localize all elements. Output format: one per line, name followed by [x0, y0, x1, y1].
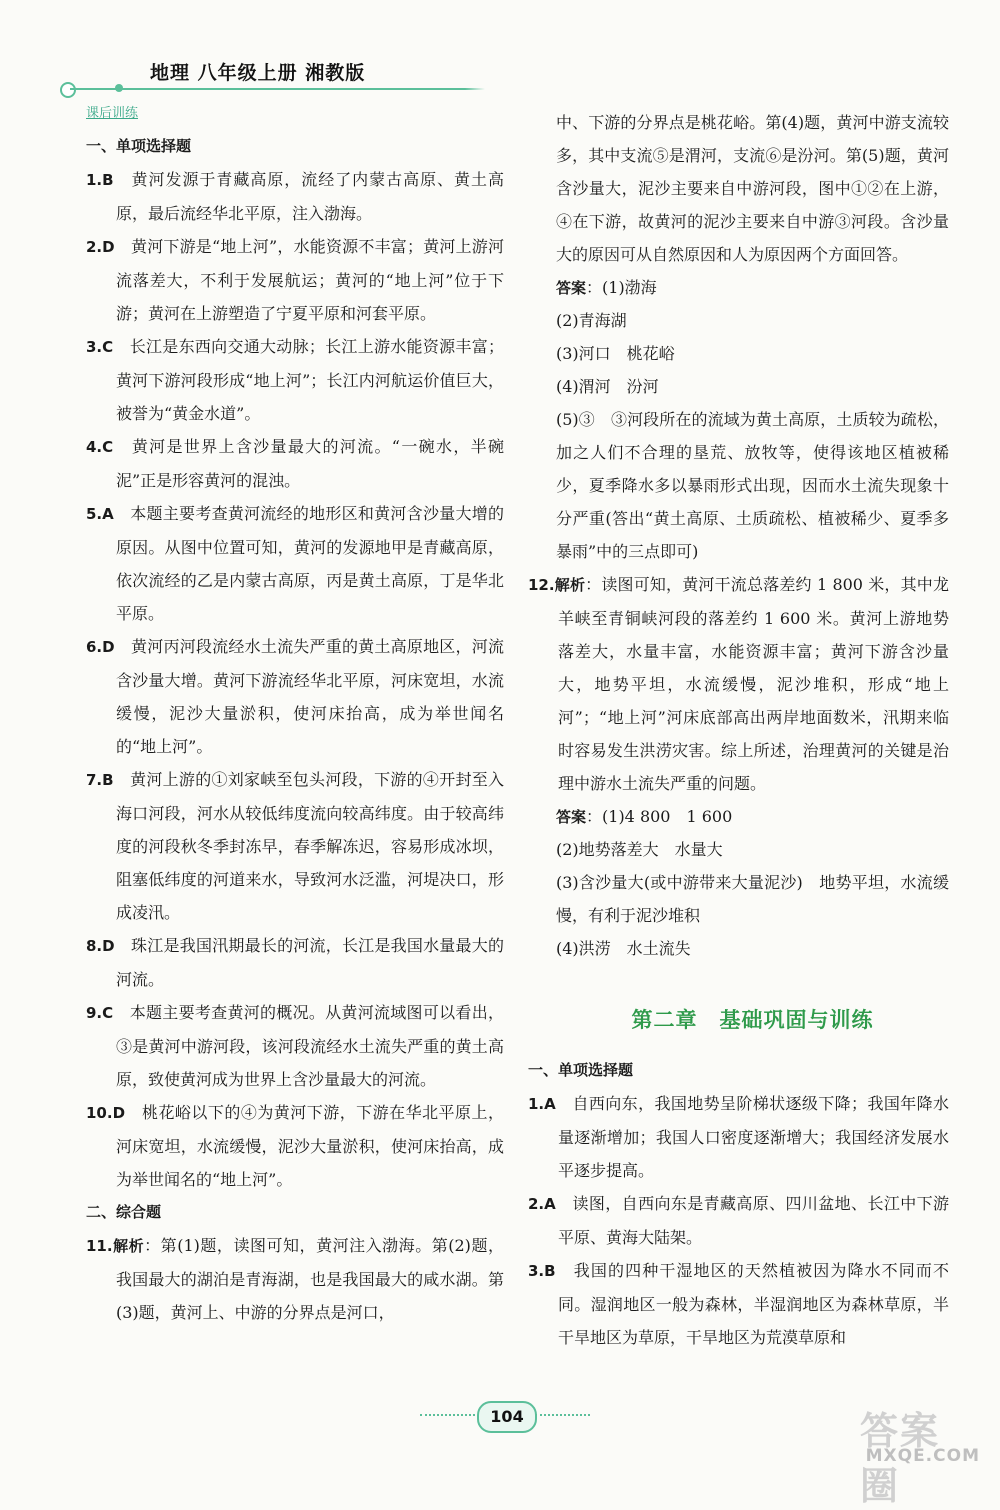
answer-line: 答案：(1)4 800 1 600 — [556, 807, 733, 826]
answer-item: 10.D 桃花峪以下的④为黄河下游，下游在华北平原上，河床宽坦，水流缓慢，泥沙大量淤积，使河床抬高，成为举世闻名的“地上河”。 — [86, 1103, 504, 1189]
answer-line: (4)洪涝 水土流失 — [556, 939, 691, 958]
answer-item: 2.A 读图，自西向东是青藏高原、四川盆地、长江中下游平原、黄海大陆架。 — [528, 1194, 949, 1247]
answer-line: (3)含沙量大(或中游带来大量泥沙) 地势平坦，水流缓慢，有利于泥沙堆积 — [556, 873, 949, 925]
section-heading-comprehensive: 二、综合题 — [86, 1203, 162, 1221]
answer-item-11: 11.解析：第(1)题，读图可知，黄河注入渤海。第(2)题，我国最大的湖泊是青海湖，也是我国最大的咸水湖。第(3)题，黄河上、中游的分界点是河口， — [86, 1236, 504, 1322]
section-tag: 课后训练 — [86, 106, 139, 121]
page-footer — [420, 1395, 590, 1435]
answer-item-12: 12.解析：读图可知，黄河干流总落差约 1 800 米，其中龙羊峡至青铜峡河段的落差约 1 600 米。黄河上游地势落差大，水量丰富，水能资源丰富；黄河下游含沙量大，地势平坦，水流缓慢，泥沙堆积，形成“地上河”；“地上河”河床底部高出两岸地面数米，汛期来临时容易发生洪涝灾害。综上所述，治理黄河的关键是治理中游水土流失严重的问题。 — [528, 575, 949, 793]
watermark-url: MXQE.COM — [865, 1446, 980, 1466]
answer-item: 3.C 长江是东西向交通大动脉；长江上游水能资源丰富；黄河下游河段形成“地上河”；长江内河航运价值巨大，被誉为“黄金水道”。 — [86, 337, 504, 423]
watermark-mark: 答案圈 — [860, 1409, 941, 1508]
answer-line: (2)地势落差大 水量大 — [556, 840, 723, 859]
answer-line: (3)河口 桃花峪 — [556, 344, 675, 363]
answer-item: 8.D 珠江是我国汛期最长的河流，长江是我国水量最大的河流。 — [86, 936, 504, 989]
explanation-continued: 中、下游的分界点是桃花峪。第(4)题，黄河中游支流较多，其中支流⑤是渭河，支流⑥是汾河。第(5)题，黄河含沙量大，泥沙主要来自中游河段，图中①②在上游，④在下游，故黄河的泥沙主要来自中游③河段。含沙量大的原因可从自然原因和人为原因两个方面回答。 — [556, 113, 949, 264]
right-column — [528, 106, 949, 1354]
page-header — [60, 40, 480, 95]
answer-item: 7.B 黄河上游的①刘家峡至包头河段，下游的④开封至入海口河段，河水从较低纬度流向较高纬度。由于较高纬度的河段秋冬季封冻早，春季解冻迟，容易形成冰坝，阻塞低纬度的河道来水，导致河水泛滥，河堤决口，形成凌汛。 — [86, 770, 504, 922]
answer-item: 5.A 本题主要考查黄河流经的地形区和黄河含沙量大增的原因。从图中位置可知，黄河的发源地甲是青藏高原，依次流经的乙是内蒙古高原，丙是黄土高原，丁是华北平原。 — [86, 504, 504, 623]
answer-item: 1.A 自西向东，我国地势呈阶梯状逐级下降；我国年降水量逐渐增加；我国人口密度逐渐增大；我国经济发展水平逐步提高。 — [528, 1094, 949, 1180]
page-number: 104 — [477, 1401, 537, 1433]
header-title: 地理 八年级上册 湘教版 — [150, 62, 366, 84]
answer-item: 3.B 我国的四种干湿地区的天然植被因为降水不同而不同。湿润地区一般为森林，半湿润地区为森林草原，半干旱地区为草原，干旱地区为荒漠草原和 — [528, 1261, 949, 1347]
section-heading-choice: 一、单项选择题 — [528, 1061, 634, 1079]
watermark-logo — [860, 1400, 980, 1508]
left-column — [86, 104, 504, 1329]
answer-item: 4.C 黄河是世界上含沙量最大的河流。“一碗水，半碗泥”正是形容黄河的混浊。 — [86, 437, 504, 490]
chapter-title: 第二章 基础巩固与训练 — [631, 1007, 874, 1032]
footer-dots-right — [535, 1414, 590, 1416]
answer-line: (5)③ ③河段所在的流域为黄土高原，土质较为疏松，加之人们不合理的垦荒、放牧等，使得该地区植被稀少，夏季降水多以暴雨形式出现，因而水土流失现象十分严重(答出“黄土高原、土质疏松、植被稀少、夏季多暴雨”中的三点即可) — [556, 410, 949, 561]
answer-item: 2.D 黄河下游是“地上河”，水能资源不丰富；黄河上游河流落差大，不利于发展航运；黄河的“地上河”位于下游；黄河在上游塑造了宁夏平原和河套平原。 — [86, 237, 504, 323]
answer-item: 6.D 黄河丙河段流经水土流失严重的黄土高原地区，河流含沙量大增。黄河下游流经华北平原，河床宽坦，水流缓慢，泥沙大量淤积，使河床抬高，成为举世闻名的“地上河”。 — [86, 637, 504, 756]
header-rule — [70, 88, 465, 90]
answer-item: 9.C 本题主要考查黄河的概况。从黄河流域图可以看出，③是黄河中游河段，该河段流经水土流失严重的黄土高原，致使黄河成为世界上含沙量最大的河流。 — [86, 1003, 504, 1089]
answer-item: 1.B 黄河发源于青藏高原，流经了内蒙古高原、黄土高原，最后流经华北平原，注入渤海。 — [86, 170, 504, 223]
header-rule-fade — [465, 88, 485, 90]
answer-line: (2)青海湖 — [556, 311, 627, 330]
section-heading-choice: 一、单项选择题 — [86, 137, 192, 155]
footer-dots-left — [420, 1414, 475, 1416]
answer-line: 答案：(1)渤海 — [556, 278, 657, 297]
answer-line: (4)渭河 汾河 — [556, 377, 659, 396]
header-ornament-ring — [60, 82, 76, 98]
